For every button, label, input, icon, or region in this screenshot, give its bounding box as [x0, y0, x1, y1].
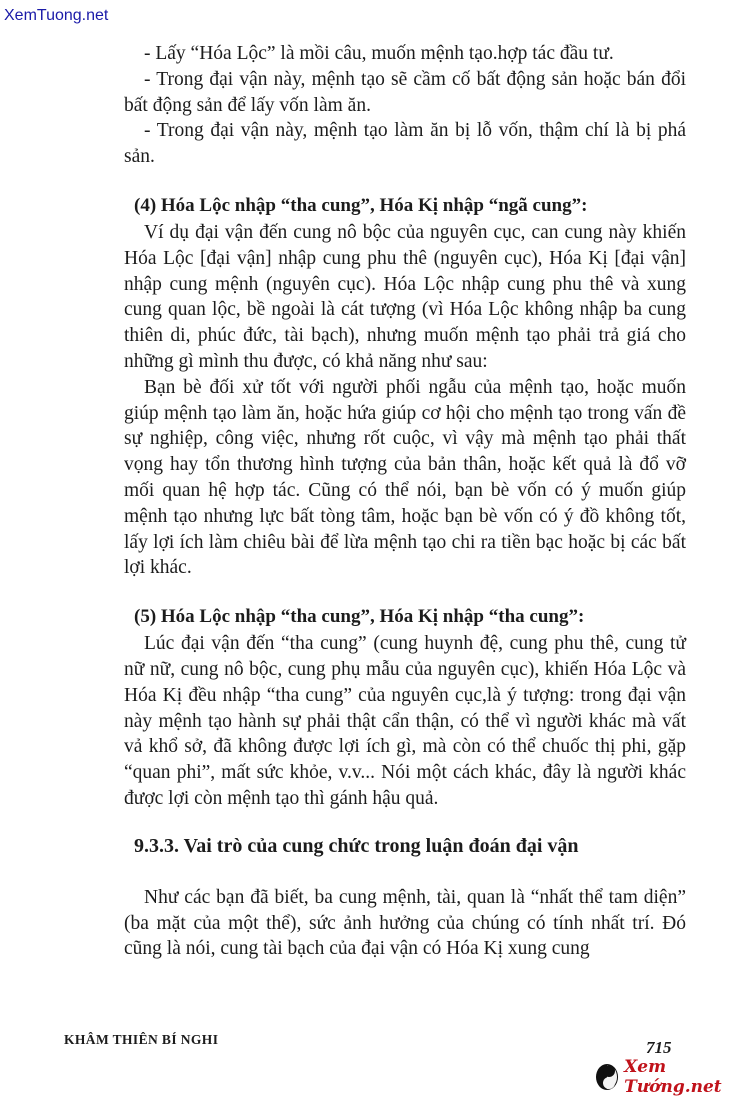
body-paragraph: Lúc đại vận đến “tha cung” (cung huynh đệ, cung phu thê, cung tử nữ nữ, cung nô bộc, cung phụ mẫu của nguyên cục), khiến Hóa Lộc và Hóa Kị đều nhập “tha cung” của nguyên cục,là ý tượng: trong đại vận này mệnh tạo hành sự phải thật cẩn thận, có thể vì người khác mà vất vả khổ sở, đã không được lợi ích gì, mà còn có thể chuốc thị phi, gặp “quan phi”, mất sức khỏe, v.v... Nói một cách khác, đây là người khác được lợi còn mệnh tạo thì gánh hậu quả.: [124, 633, 686, 809]
section-heading-4: (4) Hóa Lộc nhập “tha cung”, Hóa Kị nhập “ngã cung”:: [134, 194, 588, 216]
bullet-paragraph: - Trong đại vận này, mệnh tạo sẽ cầm cố bất động sản hoặc bán đổi bất động sản để lấy vốn làm ăn.: [124, 68, 686, 116]
bullet-paragraph: - Lấy “Hóa Lộc” là mồi câu, muốn mệnh tạo.hợp tác đầu tư.: [144, 43, 614, 64]
body-paragraph: Bạn bè đối xử tốt với người phối ngẫu của mệnh tạo, hoặc muốn giúp mệnh tạo làm ăn, hoặc hứa giúp cơ hội cho mệnh tạo trong vấn đề sự nghiệp, công việc, nhưng rốt cuộc, vì vậy mà mệnh tạo phải thất vọng hay tổn thương hình tượng của bản thân, hoặc kết quả là đổ vỡ mối quan hệ hợp tác. Cũng có thể nói, bạn bè vốn có ý muốn giúp mệnh tạo nhưng lực bất tòng tâm, hoặc bạn bè vốn có ý đồ không tốt, lấy lợi ích làm chiêu bài để lừa mệnh tạo chi ra tiền bạc hoặc bị các bất lợi khác.: [124, 376, 686, 579]
watermark-logo: [596, 1057, 746, 1097]
watermark-bottom-text: Xem Tướng.net: [624, 1057, 722, 1097]
bullet-paragraph: - Trong đại vận này, mệnh tạo làm ăn bị lỗ vốn, thậm chí là bị phá sản.: [124, 120, 686, 168]
book-title-footer: KHÂM THIÊN BÍ NGHI: [64, 1032, 219, 1047]
watermark-top: XemTuong.net: [4, 7, 109, 24]
section-heading-5: (5) Hóa Lộc nhập “tha cung”, Hóa Kị nhập “tha cung”:: [134, 606, 585, 628]
yin-yang-icon: [596, 1064, 618, 1090]
body-paragraph: Ví dụ đại vận đến cung nô bộc của nguyên cục, can cung này khiến Hóa Lộc [đại vận] nhập cung phu thê (nguyên cục), Hóa Kị [đại vận] nhập cung mệnh (nguyên cục). Hóa Lộc nhập cung phu thê và xung cung quan lộc, bề ngoài là cát tượng (vì Hóa Lộc không nhập ba cung thiên di, phúc đức, tài bạch), nhưng muốn mệnh tạo phải trả giá cho những gì mình thu được, có khả năng như sau:: [124, 221, 686, 372]
page-number: 715: [646, 1038, 672, 1057]
page-body: [124, 41, 686, 962]
body-paragraph: Như các bạn đã biết, ba cung mệnh, tài, quan là “nhất thể tam diện” (ba mặt của một thể), sức ảnh hưởng của chúng có tính nhất trí. Đó cũng là nói, cung tài bạch của đại vận có Hóa Kị xung cung: [124, 886, 686, 960]
section-heading-9-3-3: 9.3.3. Vai trò của cung chức trong luận đoán đại vận: [134, 834, 579, 857]
